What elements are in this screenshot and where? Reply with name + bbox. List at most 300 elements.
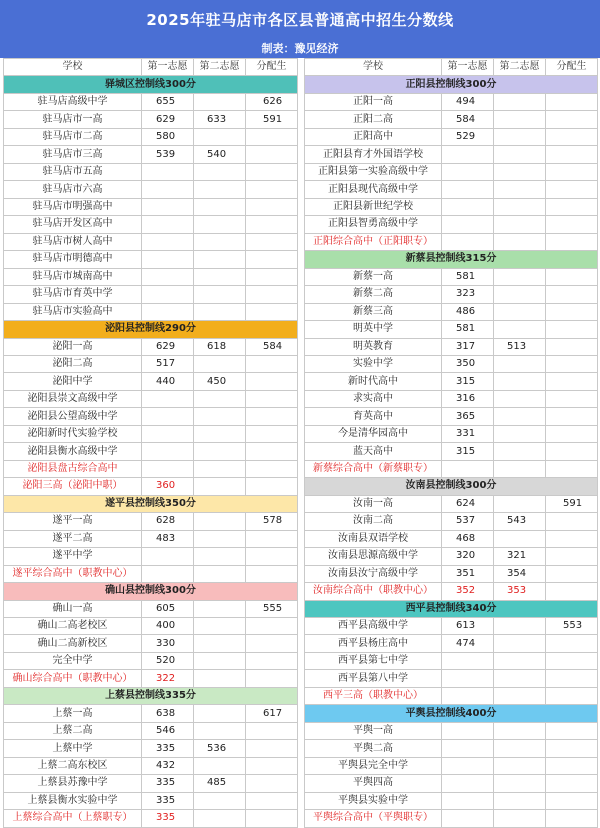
second-choice-score: [494, 198, 546, 215]
second-choice-score: [494, 373, 546, 390]
school-row: [4, 111, 298, 128]
first-choice-score: 360: [142, 478, 194, 495]
county-section-header: [305, 251, 598, 268]
school-name: 确山一高: [4, 600, 142, 617]
second-choice-score: 618: [194, 338, 246, 355]
allotted-score: [246, 670, 298, 687]
allotted-score: [246, 216, 298, 233]
second-choice-score: [194, 425, 246, 442]
first-choice-score: [442, 146, 494, 163]
second-choice-score: [494, 233, 546, 250]
school-name: 驻马店市六高: [4, 181, 142, 198]
school-name: 确山二高新校区: [4, 635, 142, 652]
school-row: [4, 251, 298, 268]
school-row: [4, 652, 298, 669]
school-row: [4, 181, 298, 198]
allotted-score: [546, 163, 598, 180]
first-choice-score: 529: [442, 128, 494, 145]
second-choice-score: [494, 670, 546, 687]
second-choice-score: [194, 355, 246, 372]
second-choice-score: [194, 163, 246, 180]
county-control-line: 上蔡县控制线335分: [4, 687, 298, 704]
school-row: [305, 460, 598, 477]
county-section-header: [4, 583, 298, 600]
allotted-score: 553: [546, 618, 598, 635]
allotted-score: 591: [246, 111, 298, 128]
second-choice-score: [194, 530, 246, 547]
second-choice-score: [494, 425, 546, 442]
allotted-score: [246, 163, 298, 180]
allotted-score: [246, 408, 298, 425]
second-choice-score: [194, 478, 246, 495]
first-choice-score: 613: [442, 618, 494, 635]
col-header-allotted: 分配生: [246, 59, 298, 76]
second-choice-score: [494, 443, 546, 460]
school-row: [305, 268, 598, 285]
school-name: 正阳县智勇高级中学: [305, 216, 442, 233]
school-row: [305, 530, 598, 547]
school-name: 正阳二高: [305, 111, 442, 128]
page-subtitle: 制表：豫见经济: [0, 38, 600, 58]
school-name: 泌阳三高（泌阳中职）: [4, 478, 142, 495]
first-choice-score: [442, 775, 494, 792]
school-name: 上蔡县苏豫中学: [4, 775, 142, 792]
school-name: 上蔡综合高中（上蔡职专）: [4, 810, 142, 827]
school-row: [4, 478, 298, 495]
first-choice-score: [442, 216, 494, 233]
second-choice-score: 450: [194, 373, 246, 390]
school-name: 正阳县育才外国语学校: [305, 146, 442, 163]
second-choice-score: [194, 128, 246, 145]
school-row: [305, 111, 598, 128]
school-name: 平舆县实验中学: [305, 792, 442, 809]
col-header-allotted: 分配生: [546, 59, 598, 76]
allotted-score: [246, 740, 298, 757]
school-row: [4, 513, 298, 530]
second-choice-score: [494, 216, 546, 233]
first-choice-score: [442, 722, 494, 739]
school-row: [4, 408, 298, 425]
first-choice-score: 520: [142, 652, 194, 669]
first-choice-score: 628: [142, 513, 194, 530]
second-choice-score: [494, 618, 546, 635]
allotted-score: 617: [246, 705, 298, 722]
second-choice-score: 536: [194, 740, 246, 757]
first-choice-score: 629: [142, 338, 194, 355]
second-choice-score: [494, 286, 546, 303]
allotted-score: [246, 355, 298, 372]
second-choice-score: [494, 687, 546, 704]
school-name: 遂平综合高中（职教中心）: [4, 565, 142, 582]
allotted-score: [246, 233, 298, 250]
school-name: 求实高中: [305, 390, 442, 407]
school-row: [305, 146, 598, 163]
first-choice-score: 546: [142, 722, 194, 739]
school-name: 西平县第七中学: [305, 652, 442, 669]
first-choice-score: [442, 792, 494, 809]
school-row: [4, 460, 298, 477]
allotted-score: [546, 722, 598, 739]
school-name: 上蔡二高东校区: [4, 757, 142, 774]
allotted-score: [546, 740, 598, 757]
allotted-score: [246, 652, 298, 669]
second-choice-score: [494, 635, 546, 652]
second-choice-score: [194, 390, 246, 407]
county-control-line: 平舆县控制线400分: [305, 705, 598, 722]
allotted-score: [546, 425, 598, 442]
col-header-first-choice: 第一志愿: [442, 59, 494, 76]
first-choice-score: 517: [142, 355, 194, 372]
first-choice-score: 432: [142, 757, 194, 774]
county-control-line: 泌阳县控制线290分: [4, 321, 298, 338]
school-row: [4, 670, 298, 687]
col-header-second-choice: 第二志愿: [494, 59, 546, 76]
second-choice-score: 354: [494, 565, 546, 582]
school-row: [4, 757, 298, 774]
allotted-score: [246, 792, 298, 809]
second-choice-score: 485: [194, 775, 246, 792]
allotted-score: [246, 530, 298, 547]
first-choice-score: 335: [142, 810, 194, 827]
school-name: 驻马店市明强高中: [4, 198, 142, 215]
school-row: [305, 775, 598, 792]
school-name: 新蔡二高: [305, 286, 442, 303]
allotted-score: [246, 373, 298, 390]
second-choice-score: [194, 513, 246, 530]
allotted-score: [546, 670, 598, 687]
first-choice-score: 474: [442, 635, 494, 652]
second-choice-score: [494, 740, 546, 757]
allotted-score: [546, 111, 598, 128]
school-name: 今是清华园高中: [305, 425, 442, 442]
school-name: 泌阳县崇文高级中学: [4, 390, 142, 407]
second-choice-score: [194, 216, 246, 233]
allotted-score: [546, 338, 598, 355]
col-header-school: 学校: [305, 59, 442, 76]
school-name: 上蔡县衡水实验中学: [4, 792, 142, 809]
school-name: 蓝天高中: [305, 443, 442, 460]
school-row: [4, 530, 298, 547]
school-row: [4, 163, 298, 180]
first-choice-score: 330: [142, 635, 194, 652]
first-choice-score: 365: [442, 408, 494, 425]
school-name: 平舆四高: [305, 775, 442, 792]
allotted-score: [546, 792, 598, 809]
second-choice-score: [194, 652, 246, 669]
school-row: [305, 373, 598, 390]
school-name: 完全中学: [4, 652, 142, 669]
school-row: [305, 443, 598, 460]
first-choice-score: [442, 670, 494, 687]
school-row: [305, 513, 598, 530]
school-name: 新时代高中: [305, 373, 442, 390]
county-control-line: 西平县控制线340分: [305, 600, 598, 617]
allotted-score: [546, 443, 598, 460]
school-row: [4, 303, 298, 320]
second-choice-score: [494, 390, 546, 407]
school-name: 正阳高中: [305, 128, 442, 145]
county-control-line: 新蔡县控制线315分: [305, 251, 598, 268]
allotted-score: [246, 198, 298, 215]
first-choice-score: [142, 233, 194, 250]
first-choice-score: 400: [142, 618, 194, 635]
school-name: 平舆综合高中（平舆职专）: [305, 810, 442, 827]
school-row: [4, 635, 298, 652]
school-name: 驻马店市明德高中: [4, 251, 142, 268]
school-row: [4, 705, 298, 722]
allotted-score: [546, 286, 598, 303]
first-choice-score: [142, 460, 194, 477]
first-choice-score: 638: [142, 705, 194, 722]
second-choice-score: [194, 443, 246, 460]
school-row: [4, 740, 298, 757]
allotted-score: [246, 390, 298, 407]
second-choice-score: [194, 705, 246, 722]
school-row: [4, 146, 298, 163]
first-choice-score: 605: [142, 600, 194, 617]
allotted-score: [246, 425, 298, 442]
allotted-score: 584: [246, 338, 298, 355]
second-choice-score: [194, 198, 246, 215]
allotted-score: [546, 146, 598, 163]
first-choice-score: [142, 443, 194, 460]
allotted-score: [546, 390, 598, 407]
school-row: [4, 355, 298, 372]
first-choice-score: 351: [442, 565, 494, 582]
first-choice-score: 580: [142, 128, 194, 145]
county-control-line: 驿城区控制线300分: [4, 76, 298, 93]
school-name: 驻马店高级中学: [4, 93, 142, 110]
school-row: [305, 618, 598, 635]
school-row: [305, 583, 598, 600]
school-name: 正阳综合高中（正阳职专）: [305, 233, 442, 250]
school-row: [4, 338, 298, 355]
school-name: 驻马店市二高: [4, 128, 142, 145]
second-choice-score: [494, 530, 546, 547]
school-row: [305, 303, 598, 320]
allotted-score: [546, 757, 598, 774]
school-name: 泌阳县公望高级中学: [4, 408, 142, 425]
second-choice-score: [494, 757, 546, 774]
first-choice-score: [142, 548, 194, 565]
second-choice-score: [194, 618, 246, 635]
second-choice-score: [494, 181, 546, 198]
allotted-score: [546, 128, 598, 145]
school-name: 泌阳县衡水高级中学: [4, 443, 142, 460]
right-score-table: [304, 58, 598, 828]
school-name: 上蔡中学: [4, 740, 142, 757]
first-choice-score: 322: [142, 670, 194, 687]
second-choice-score: [494, 128, 546, 145]
first-choice-score: 323: [442, 286, 494, 303]
school-row: [305, 286, 598, 303]
school-row: [305, 722, 598, 739]
county-control-line: 正阳县控制线300分: [305, 76, 598, 93]
school-row: [4, 233, 298, 250]
left-score-table: [3, 58, 298, 828]
school-row: [4, 198, 298, 215]
first-choice-score: [442, 740, 494, 757]
school-row: [305, 792, 598, 809]
school-name: 汝南县汝宁高级中学: [305, 565, 442, 582]
allotted-score: [546, 652, 598, 669]
first-choice-score: 352: [442, 583, 494, 600]
school-row: [305, 321, 598, 338]
first-choice-score: [442, 163, 494, 180]
school-name: 汝南一高: [305, 495, 442, 512]
second-choice-score: [494, 652, 546, 669]
second-choice-score: [494, 775, 546, 792]
first-choice-score: [442, 460, 494, 477]
second-choice-score: [194, 268, 246, 285]
school-row: [305, 390, 598, 407]
first-choice-score: 486: [442, 303, 494, 320]
first-choice-score: [142, 408, 194, 425]
allotted-score: [246, 251, 298, 268]
allotted-score: [246, 303, 298, 320]
school-name: 泌阳二高: [4, 355, 142, 372]
school-name: 正阳县第一实验高级中学: [305, 163, 442, 180]
school-row: [305, 810, 598, 827]
county-section-header: [4, 76, 298, 93]
table-header-row: [4, 59, 298, 76]
second-choice-score: [194, 233, 246, 250]
county-control-line: 汝南县控制线300分: [305, 478, 598, 495]
school-row: [305, 548, 598, 565]
allotted-score: [546, 687, 598, 704]
allotted-score: [246, 618, 298, 635]
allotted-score: [246, 757, 298, 774]
school-row: [305, 740, 598, 757]
school-row: [4, 128, 298, 145]
allotted-score: [546, 355, 598, 372]
school-name: 正阳县新世纪学校: [305, 198, 442, 215]
school-name: 正阳县现代高级中学: [305, 181, 442, 198]
allotted-score: [546, 181, 598, 198]
allotted-score: [546, 198, 598, 215]
second-choice-score: [194, 792, 246, 809]
allotted-score: 578: [246, 513, 298, 530]
school-row: [305, 408, 598, 425]
second-choice-score: [494, 408, 546, 425]
second-choice-score: [494, 146, 546, 163]
school-name: 明英教育: [305, 338, 442, 355]
school-row: [4, 722, 298, 739]
school-row: [305, 338, 598, 355]
school-row: [4, 443, 298, 460]
school-name: 平舆县完全中学: [305, 757, 442, 774]
first-choice-score: 584: [442, 111, 494, 128]
school-name: 驻马店市三高: [4, 146, 142, 163]
school-name: 西平县杨庄高中: [305, 635, 442, 652]
allotted-score: [246, 722, 298, 739]
first-choice-score: [442, 198, 494, 215]
allotted-score: [246, 565, 298, 582]
first-choice-score: [442, 810, 494, 827]
col-header-second-choice: 第二志愿: [194, 59, 246, 76]
first-choice-score: [142, 286, 194, 303]
second-choice-score: [194, 408, 246, 425]
allotted-score: [246, 286, 298, 303]
school-name: 新蔡综合高中（新蔡职专）: [305, 460, 442, 477]
school-name: 汝南综合高中（职教中心）: [305, 583, 442, 600]
allotted-score: [246, 268, 298, 285]
col-header-school: 学校: [4, 59, 142, 76]
allotted-score: 591: [546, 495, 598, 512]
second-choice-score: [494, 93, 546, 110]
second-choice-score: [194, 251, 246, 268]
county-section-header: [305, 76, 598, 93]
first-choice-score: 440: [142, 373, 194, 390]
school-row: [4, 373, 298, 390]
allotted-score: [546, 373, 598, 390]
second-choice-score: [194, 722, 246, 739]
first-choice-score: 315: [442, 373, 494, 390]
school-row: [4, 268, 298, 285]
allotted-score: 626: [246, 93, 298, 110]
first-choice-score: 331: [442, 425, 494, 442]
second-choice-score: [194, 93, 246, 110]
allotted-score: [546, 775, 598, 792]
second-choice-score: 321: [494, 548, 546, 565]
allotted-score: [546, 216, 598, 233]
school-name: 遂平一高: [4, 513, 142, 530]
first-choice-score: [442, 233, 494, 250]
first-choice-score: [142, 268, 194, 285]
first-choice-score: 317: [442, 338, 494, 355]
school-name: 新蔡三高: [305, 303, 442, 320]
county-section-header: [305, 600, 598, 617]
county-control-line: 遂平县控制线350分: [4, 495, 298, 512]
second-choice-score: [494, 303, 546, 320]
school-name: 上蔡一高: [4, 705, 142, 722]
first-choice-score: [442, 687, 494, 704]
school-row: [305, 495, 598, 512]
school-name: 驻马店市五高: [4, 163, 142, 180]
school-name: 遂平中学: [4, 548, 142, 565]
county-section-header: [4, 687, 298, 704]
first-choice-score: 483: [142, 530, 194, 547]
second-choice-score: [494, 268, 546, 285]
first-choice-score: [442, 757, 494, 774]
school-name: 正阳一高: [305, 93, 442, 110]
second-choice-score: [194, 600, 246, 617]
second-choice-score: [494, 163, 546, 180]
second-choice-score: [194, 670, 246, 687]
school-row: [4, 775, 298, 792]
first-choice-score: 624: [442, 495, 494, 512]
first-choice-score: [142, 181, 194, 198]
first-choice-score: [142, 198, 194, 215]
second-choice-score: [494, 460, 546, 477]
first-choice-score: [142, 251, 194, 268]
school-name: 汝南县双语学校: [305, 530, 442, 547]
allotted-score: [546, 635, 598, 652]
col-header-first-choice: 第一志愿: [142, 59, 194, 76]
county-section-header: [4, 495, 298, 512]
allotted-score: [546, 583, 598, 600]
county-section-header: [305, 705, 598, 722]
school-row: [305, 652, 598, 669]
first-choice-score: 539: [142, 146, 194, 163]
second-choice-score: [194, 548, 246, 565]
second-choice-score: [194, 181, 246, 198]
allotted-score: [546, 233, 598, 250]
school-row: [305, 181, 598, 198]
school-name: 泌阳县盘古综合高中: [4, 460, 142, 477]
school-row: [305, 355, 598, 372]
school-row: [4, 93, 298, 110]
